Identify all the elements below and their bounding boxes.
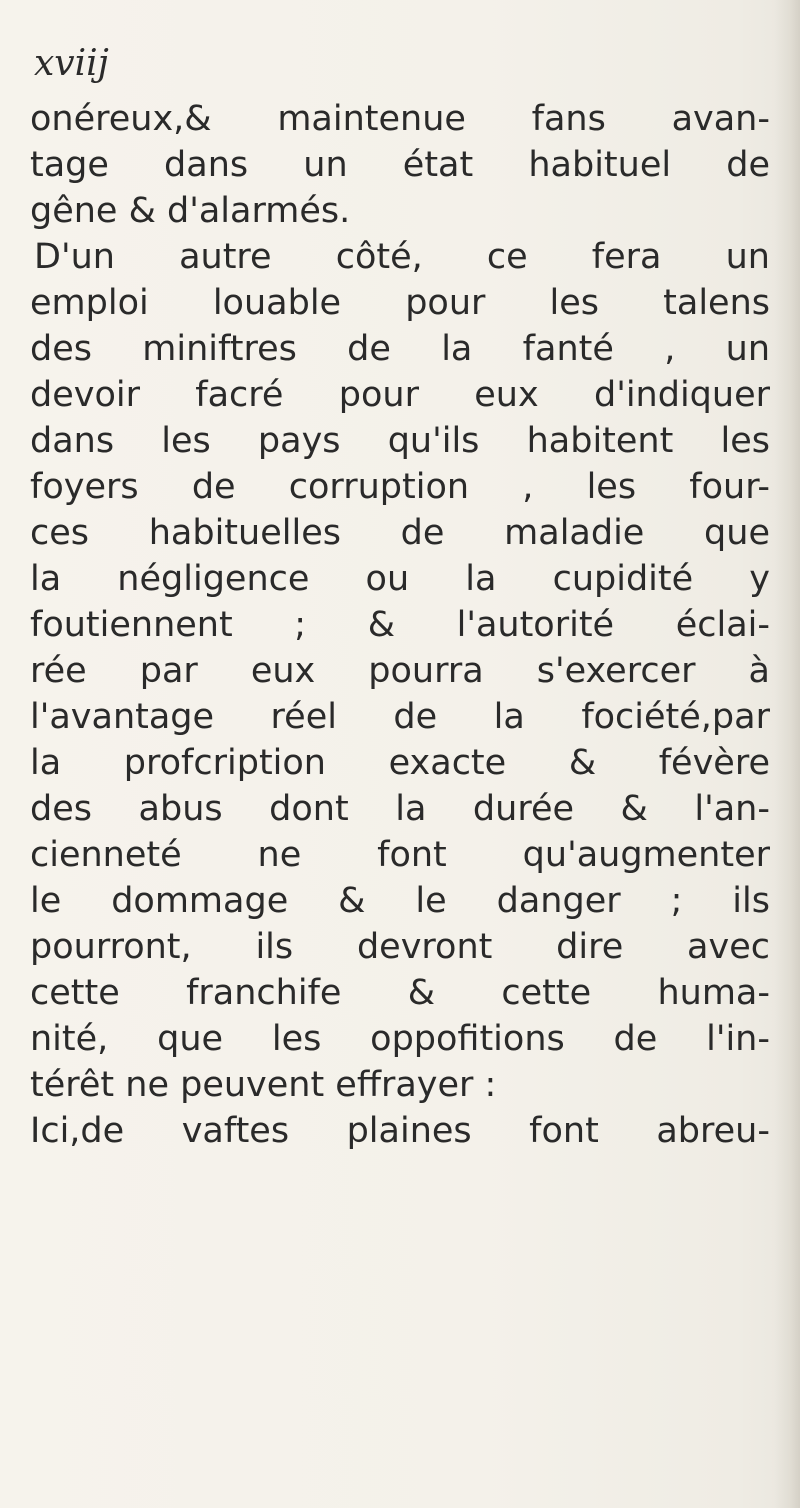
text-line: térêt ne peuvent effrayer : — [30, 1065, 497, 1105]
text-line: l'avantage réel de la fociété,par — [30, 697, 770, 737]
text-line: des miniftres de la fanté , un — [30, 329, 770, 369]
text-line: foutiennent ; & l'autorité éclai- — [30, 605, 770, 645]
text-line: la profcription exacte & févère — [30, 743, 770, 783]
text-line: foyers de corruption , les four- — [30, 467, 770, 507]
body-text — [30, 96, 770, 1154]
text-line: D'un autre côté, ce fera un — [34, 237, 770, 277]
text-line: onéreux,& maintenue fans avan- — [30, 99, 770, 139]
text-line: nité, que les oppofitions de l'in- — [30, 1019, 770, 1059]
text-line: gêne & d'alarmés. — [30, 191, 351, 231]
text-line: le dommage & le danger ; ils — [30, 881, 770, 921]
text-line: ces habituelles de maladie que — [30, 513, 770, 553]
text-line: tage dans un état habituel de — [30, 145, 770, 185]
text-line: la négligence ou la cupidité y — [30, 559, 770, 599]
text-line: cienneté ne font qu'augmenter — [30, 835, 770, 875]
text-line: Ici,de vaftes plaines font abreu- — [30, 1111, 770, 1151]
text-line: pourront, ils devront dire avec — [30, 927, 770, 967]
text-line: devoir facré pour eux d'indiquer — [30, 375, 770, 415]
text-line: rée par eux pourra s'exercer à — [30, 651, 770, 691]
page-folio: xviij — [34, 43, 109, 84]
text-line: cette franchife & cette huma- — [30, 973, 770, 1013]
text-line: dans les pays qu'ils habitent les — [30, 421, 770, 461]
page-edge-shadow — [774, 0, 800, 1508]
text-line: emploi louable pour les talens — [30, 283, 770, 323]
text-line: des abus dont la durée & l'an- — [30, 789, 770, 829]
